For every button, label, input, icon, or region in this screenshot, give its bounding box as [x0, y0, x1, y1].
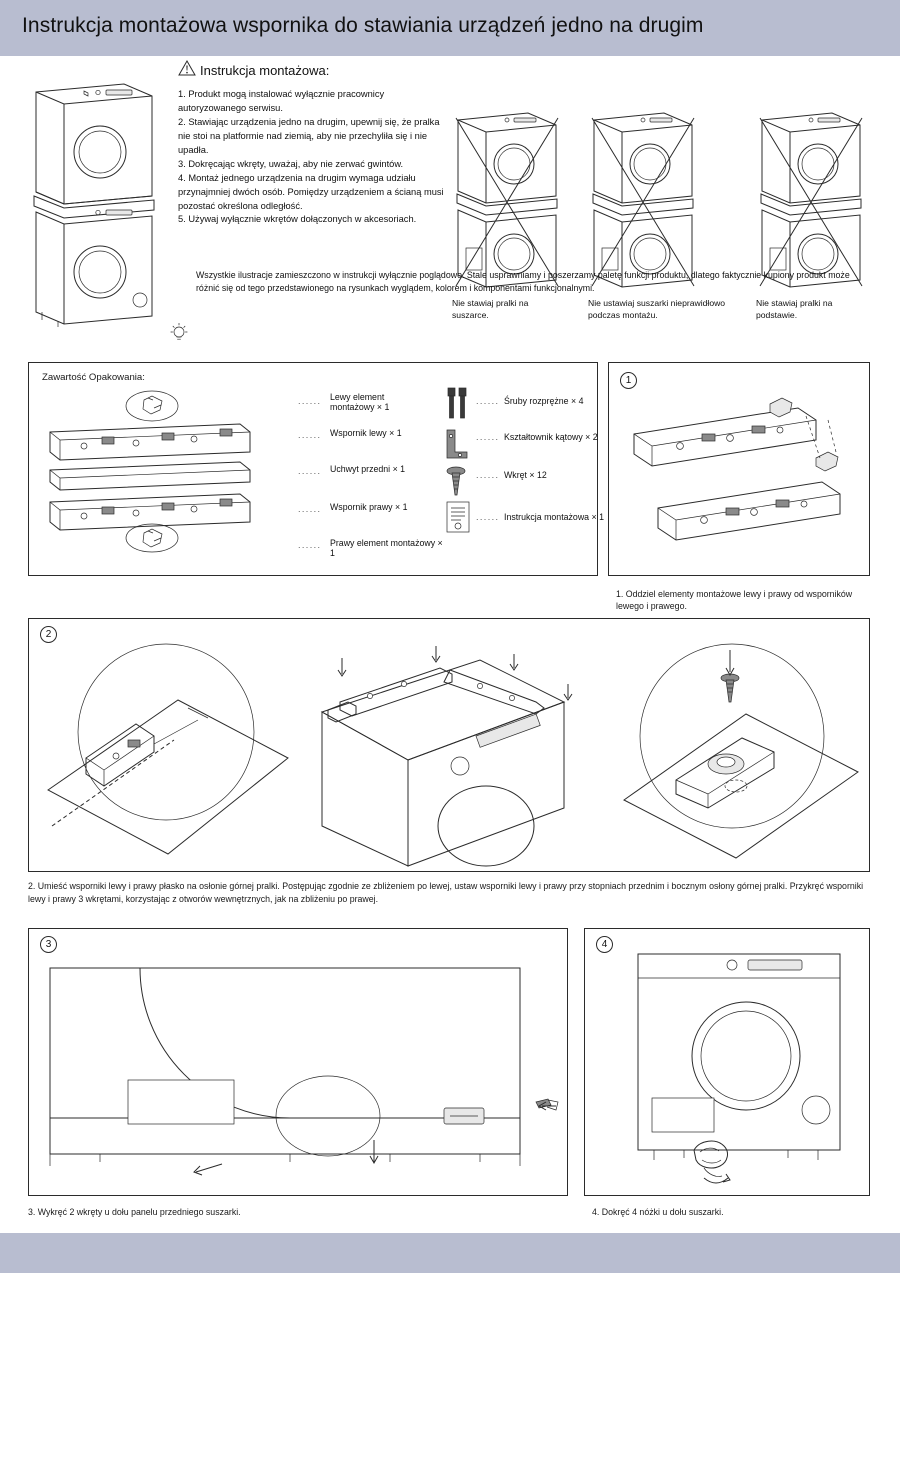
warning-caption-2: Nie ustawiaj suszarki nieprawidłowo podczas montażu.	[588, 298, 726, 320]
step-2-right-detail	[614, 640, 854, 860]
package-item-label: Instrukcja montażowa × 1	[504, 512, 604, 522]
step-2-left-detail	[58, 640, 288, 860]
package-item-label: Uchwyt przedni × 1	[330, 464, 406, 474]
step-3-illustration	[40, 950, 560, 1194]
package-item-label: Lewy element montażowy × 1	[330, 392, 390, 412]
stacked-appliances-illustration	[28, 78, 158, 328]
instruction-item: 3. Dokręcając wkręty, uważaj, aby nie zerwać gwintów.	[178, 158, 404, 169]
instruction-sheet: Instrukcja montażowa wspornika do stawiania urządzeń jedno na drugim Instrukcja montażowa: 1. Produkt mogą instalować wyłącznie pracownicy autoryzowanego serwisu. 2. Stawiając urządzenia jedno na drugim, upewnij się, że pralka nie stoi na platformie nad ziemią, aby nie przechyliła się i nie upadła. 3. Dokręcając wkręty, uważaj, aby nie zerwać gwintów. 4. Montaż jednego urządzenia na drugim wymaga udziału przynajmniej dwóch osób. Pomiędzy urządzeniem a ścianą musi pozostać określona odległość. 5. Używaj wyłącznie wkrętów dołączonych w akcesoriach. Nie stawiaj pralki na suszarce. Nie ustawiaj suszarki nieprawidłowo podczas montażu. Nie stawiaj pralki na podstawie. Wszystkie ilustracje zamieszczono w instrukcji wyłącznie poglądowo. Stale usprawniamy i poszerzamy paletę funkcji produktu, dlatego faktycznie kupiony produkt może różnić się od tego przedstawionego na rysunkach wyglądem, kolorem i komponentami funkcjonalnymi. Zawartość Opakowania: ...... Lewy element montażowy × 1 ...... Wspornik lewy × 1 ...... Uchwyt przedni × 1 ...... Wspornik prawy × 1 ...... Prawy element montażowy × 1 ...... Śruby rozprężne × 4 ...... Kształtownik kątowy × 2 ...... Wkręt × 12 ...... Instrukcja montażowa × 1 1 1. Oddziel elementy montażowe lewy i prawy od wsporników lewego i prawego. 2 2. Umieść wsporniki lewy i prawy płasko na osłonie górnej pralki. Postępując zgodnie ze zbliżeniem po lewej, ustaw wsporniki lewy i prawy przy stopniach przednim i bocznym osłony górnej pralki. Przykręć wsporniki lewy i prawy 3 wkrętami, korzystając z otworów wewnętrznych, jak na zbliżeniu po prawej. 3 3. Wykręć 2 wkręty u dołu panelu przedniego suszarki. 4 4. Dokręć 4 nóżki u dołu suszarki.	[0, 0, 900, 1483]
step-2-caption: 2. Umieść wsporniki lewy i prawy płasko na osłonie górnej pralki. Postępując zgodnie ze zbliżeniem po lewej, ustaw wsporniki lewy i prawy przy stopniach przednim i bocznym osłony górnej pralki. Przykręć wsporniki lewy i prawy 3 wkrętami, korzystając z otworów wewnętrznych, jak na zbliżeniu po prawej.	[28, 881, 864, 904]
warning-caption-1: Nie stawiaj pralki na suszarce.	[452, 298, 529, 320]
tip-text: Wszystkie ilustracje zamieszczono w instrukcji wyłącznie poglądowo. Stale usprawniamy i poszerzamy paletę funkcji produktu, dlatego faktycznie kupiony produkt może różnić się od tego przedstawionego na rysunkach wyglądem, kolorem i komponentami funkcjonalnymi.	[196, 270, 850, 293]
step-4-caption: 4. Dokręć 4 nóżki u dołu suszarki.	[592, 1207, 724, 1217]
instructions-heading: Instrukcja montażowa:	[200, 63, 330, 78]
instruction-item: 1. Produkt mogą instalować wyłącznie pracownicy autoryzowanego serwisu.	[178, 89, 385, 113]
step-2-number: 2	[40, 626, 57, 643]
angle-profile-icon	[444, 428, 470, 460]
package-item-label: Wspornik lewy × 1	[330, 428, 402, 438]
step-1-illustration	[620, 386, 860, 566]
step-3-number: 3	[40, 936, 57, 953]
package-item-label: Prawy element montażowy × 1	[330, 538, 443, 558]
instruction-item: 2. Stawiając urządzenia jedno na drugim, upewnij się, że pralka nie stoi na platformie nad ziemią, aby nie przechyliła się i nie upadła.	[178, 116, 440, 155]
instruction-item: 5. Używaj wyłącznie wkrętów dołączonych w akcesoriach.	[178, 214, 417, 225]
package-item-label: Kształtownik kątowy × 2	[504, 432, 598, 442]
package-contents-title: Zawartość Opakowania:	[42, 372, 145, 383]
step-1-caption: 1. Oddziel elementy montażowe lewy i prawy od wsporników lewego i prawego.	[616, 589, 853, 612]
instructions-list	[178, 88, 448, 227]
package-item-label: Wspornik prawy × 1	[330, 502, 408, 512]
package-parts-drawing	[44, 388, 294, 548]
warning-triangle-icon	[178, 60, 196, 76]
manual-booklet-icon	[444, 500, 472, 534]
footer-bar	[0, 1233, 900, 1273]
warning-illustration-2	[588, 108, 700, 290]
instruction-item: 4. Montaż jednego urządzenia na drugim wymaga udziału przynajmniej dwóch osób. Pomiędzy urządzeniem a ścianą musi pozostać określona odległość.	[178, 172, 444, 211]
warning-illustration-1	[452, 108, 564, 290]
package-item-label: Śruby rozprężne × 4	[504, 396, 584, 406]
screw-icon	[444, 466, 470, 498]
warning-illustration-3	[756, 108, 868, 290]
step-1-number: 1	[620, 372, 637, 389]
package-item-label: Wkręt × 12	[504, 470, 547, 480]
page-title: Instrukcja montażowa wspornika do stawiania urządzeń jedno na drugim	[22, 14, 704, 37]
step-4-illustration	[608, 948, 858, 1194]
expansion-bolt-icon	[444, 386, 470, 422]
lightbulb-icon	[168, 322, 190, 346]
step-4-number: 4	[596, 936, 613, 953]
step-3-caption: 3. Wykręć 2 wkręty u dołu panelu przedniego suszarki.	[28, 1207, 241, 1217]
warning-caption-3: Nie stawiaj pralki na podstawie.	[756, 298, 833, 320]
step-2-center-illustration	[300, 640, 590, 870]
